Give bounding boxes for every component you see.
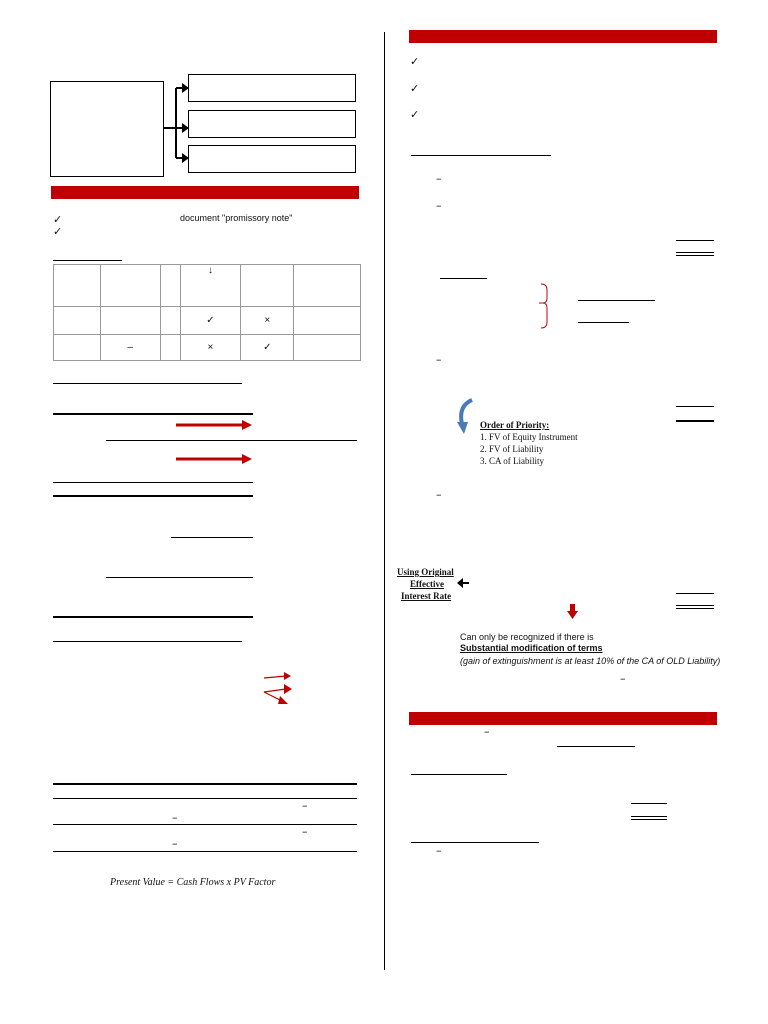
rule-line <box>578 322 629 323</box>
double-underline <box>631 816 667 820</box>
red-brace-icon <box>537 282 551 330</box>
section-header-bar-left <box>51 186 359 199</box>
rule-line <box>53 851 357 852</box>
red-split-arrow-icon <box>260 670 296 706</box>
dash-mark: – <box>436 199 442 212</box>
priority-title: Order of Priority: <box>480 420 550 430</box>
pv-formula: Present Value = Cash Flows x PV Factor <box>110 877 276 888</box>
total-line <box>676 406 714 407</box>
note-line: (gain of extinguishment is at least 10% of the CA of OLD Liability) <box>460 656 721 666</box>
dash-mark: – <box>436 488 442 501</box>
table-row <box>54 335 361 361</box>
checkmark-icon: ✓ <box>410 108 420 121</box>
dash-mark: – <box>484 725 490 738</box>
rule-line <box>53 824 357 825</box>
section-header-bar-right-1 <box>409 30 717 43</box>
dash-cell: – <box>100 335 160 361</box>
flow-box-3 <box>188 145 356 173</box>
note-emphasis: Substantial modification of terms <box>460 643 603 653</box>
check-item-text: document "promissory note" <box>180 213 293 223</box>
eir-label: Using Original <box>397 567 454 577</box>
check-cell: ✓ <box>180 307 241 335</box>
total-line <box>676 593 714 594</box>
subheading-underline <box>411 842 539 843</box>
section-header-bar-right-2 <box>409 712 717 725</box>
rule-line <box>53 495 253 497</box>
dash-mark: – <box>302 825 308 838</box>
total-line <box>631 803 667 804</box>
priority-item: 1. FV of Equity Instrument <box>480 432 578 442</box>
eir-label: Effective <box>410 579 444 589</box>
eir-label: Interest Rate <box>401 591 452 601</box>
total-line <box>676 420 714 422</box>
rule-line <box>53 482 253 483</box>
rule-line <box>53 641 242 642</box>
check-cell: ✓ <box>241 335 294 361</box>
checkmark-icon: ✓ <box>53 213 63 226</box>
checkmark-icon: ✓ <box>410 82 420 95</box>
dash-mark: – <box>436 844 442 857</box>
rule-line <box>578 300 655 301</box>
red-down-arrow-icon <box>567 604 579 620</box>
source-box <box>50 81 164 177</box>
dash-mark: – <box>172 837 178 850</box>
dash-mark: – <box>436 172 442 185</box>
x-cell: × <box>241 307 294 335</box>
rule-line <box>557 746 635 747</box>
subheading-underline <box>411 155 551 156</box>
subtotal-line <box>171 537 253 538</box>
double-underline <box>676 605 714 609</box>
checkmark-icon: ✓ <box>53 225 63 238</box>
rule-line <box>53 798 357 799</box>
column-divider <box>384 32 385 970</box>
rule-line <box>53 616 253 618</box>
flow-box-1 <box>188 74 356 102</box>
curved-blue-arrow-icon <box>456 396 478 438</box>
left-arrow-icon <box>456 577 470 589</box>
dash-mark: – <box>620 672 626 685</box>
subheading-underline <box>53 260 122 261</box>
dash-mark: – <box>172 811 178 824</box>
checkmark-icon: ✓ <box>410 55 420 68</box>
total-line <box>676 240 714 241</box>
red-arrow-icon <box>174 419 254 431</box>
rule-line <box>53 783 357 785</box>
dash-mark: – <box>436 353 442 366</box>
subheading-underline <box>411 774 507 775</box>
table-header-mark: ↓ <box>180 265 241 307</box>
flow-box-2 <box>188 110 356 138</box>
x-cell: × <box>180 335 241 361</box>
rule-line <box>53 383 242 384</box>
double-underline <box>676 252 714 256</box>
priority-item: 3. CA of Liability <box>480 456 544 466</box>
priority-item: 2. FV of Liability <box>480 444 544 454</box>
rule-line <box>106 440 357 441</box>
table-row <box>54 307 361 335</box>
rule-line <box>106 577 253 578</box>
flow-connector <box>160 80 192 180</box>
note-line: Can only be recognized if there is <box>460 632 594 642</box>
dash-mark: – <box>302 799 308 812</box>
comparison-table <box>53 264 361 361</box>
rule-line <box>53 413 253 415</box>
red-arrow-icon <box>174 453 254 465</box>
subheading-underline <box>440 278 487 279</box>
